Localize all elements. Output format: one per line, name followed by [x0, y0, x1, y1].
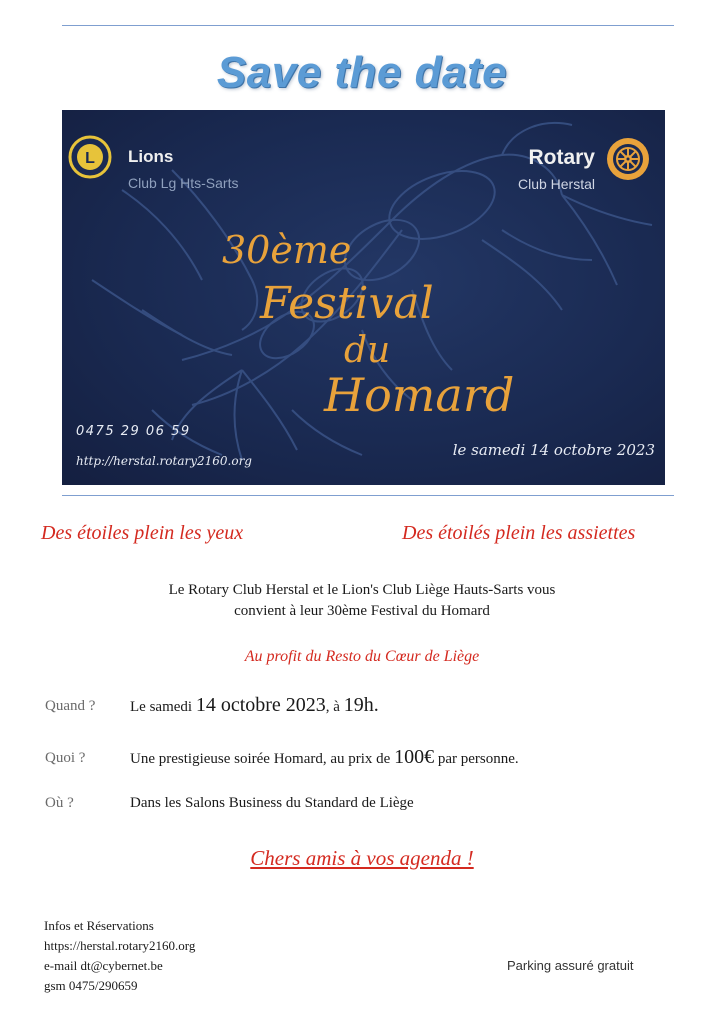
what-suffix: par personne. — [437, 751, 519, 767]
invitation-text — [0, 580, 724, 622]
lions-club-logo — [68, 135, 112, 179]
rotary-club-name: Rotary — [528, 146, 595, 169]
invitation-line-1: Le Rotary Club Herstal et le Lion's Club Liège Hauts-Sarts vous — [168, 582, 556, 598]
rotary-wheel-logo — [601, 132, 655, 186]
contact-email[interactable]: e-mail dt@cybernet.be — [44, 958, 163, 973]
slogan-right: Des étoilés plein les assiettes — [402, 522, 636, 544]
where-value: Dans les Salons Business du Standard de Liège — [130, 795, 414, 811]
contact-url[interactable]: https://herstal.rotary2160.org — [44, 938, 196, 953]
when-label: Quand ? — [45, 698, 96, 714]
festival-homard: Homard — [324, 368, 515, 422]
lions-club-subtitle: Club Lg Hts-Sarts — [128, 175, 239, 191]
rotary-club-subtitle: Club Herstal — [517, 176, 595, 192]
contact-title: Infos et Réservations — [44, 918, 154, 933]
parking-note: Parking assuré gratuit — [507, 958, 634, 973]
festival-du: du — [344, 330, 391, 371]
page-title: Save the date — [216, 48, 508, 97]
banner-phone: 0475 29 06 59 — [76, 424, 191, 439]
festival-word: Festival — [260, 278, 434, 329]
what-label: Quoi ? — [45, 750, 86, 766]
event-date: 14 octobre 2023 — [195, 694, 326, 716]
contact-gsm: gsm 0475/290659 — [44, 978, 138, 993]
top-divider — [62, 25, 674, 26]
event-price: 100€ — [394, 746, 435, 768]
contact-info — [44, 916, 195, 996]
charity-note: Au profit du Resto du Cœur de Liège — [244, 648, 480, 665]
event-time: 19h. — [343, 694, 379, 716]
bottom-divider — [62, 495, 674, 496]
when-value — [130, 694, 379, 717]
when-prefix: Le samedi — [130, 699, 193, 715]
banner-url: http://herstal.rotary2160.org — [76, 454, 252, 468]
where-label: Où ? — [45, 795, 74, 811]
when-separator: , à — [325, 699, 340, 715]
slogan-left: Des étoiles plein les yeux — [41, 522, 244, 544]
event-banner — [62, 110, 665, 485]
svg-text:L: L — [85, 150, 95, 167]
what-value — [130, 746, 519, 769]
lions-club-name: Lions — [128, 147, 174, 166]
invitation-line-2: convient à leur 30ème Festival du Homard — [234, 603, 490, 619]
banner-date: le samedi 14 octobre 2023 — [452, 441, 655, 459]
festival-edition: 30ème — [222, 228, 352, 272]
agenda-reminder: Chers amis à vos agenda ! — [250, 846, 474, 870]
what-prefix: Une prestigieuse soirée Homard, au prix de — [130, 751, 391, 767]
